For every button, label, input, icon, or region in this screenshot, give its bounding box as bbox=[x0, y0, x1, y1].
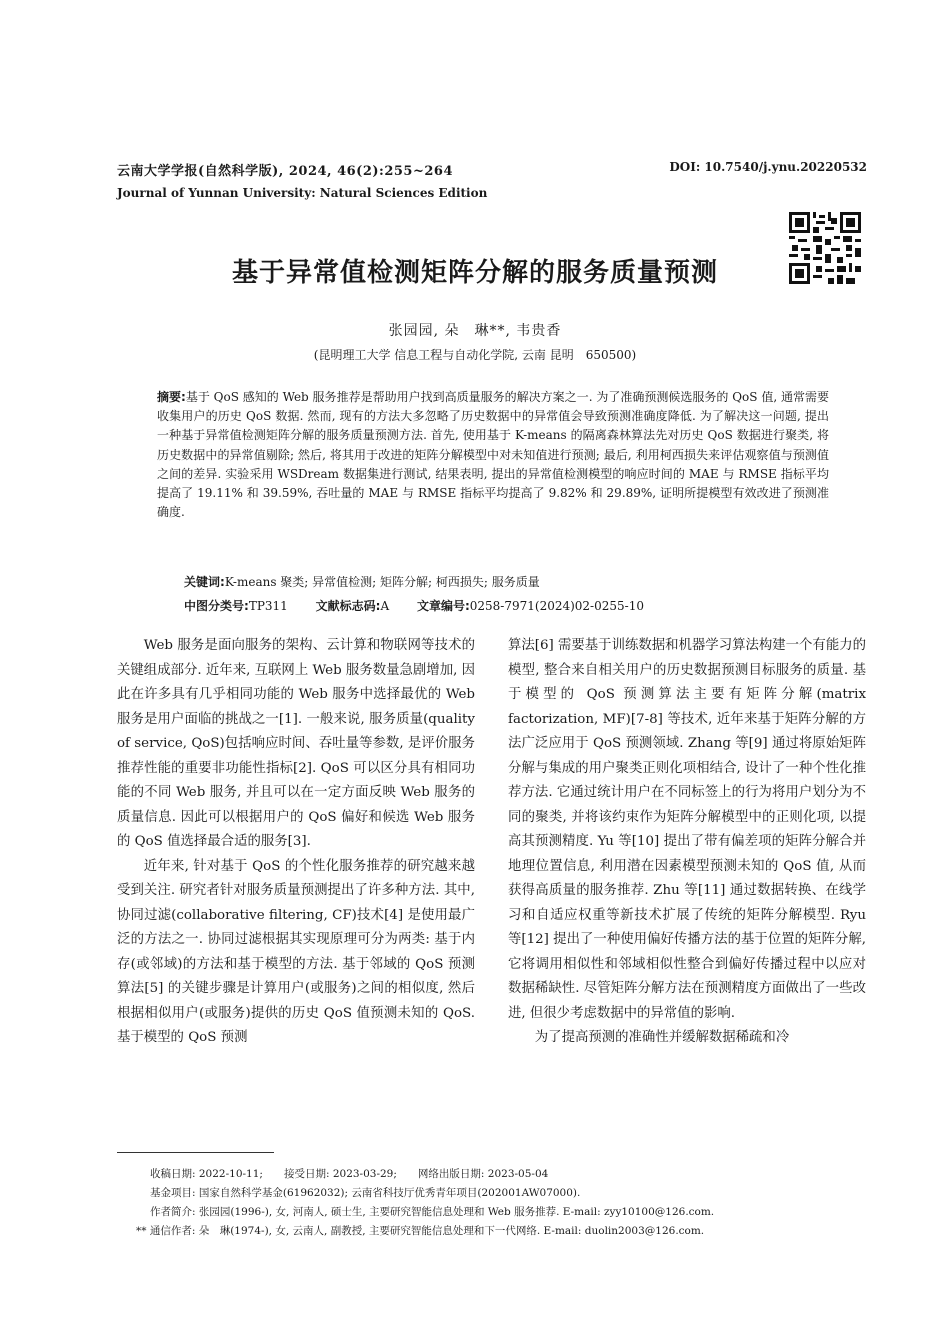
footnote-corresponding: ** 通信作者: 朵 琳(1974-), 女, 云南人, 副教授, 主要研究智能信息处理和下一代网络. E-mail: duolin2003@126.com. bbox=[136, 1225, 705, 1237]
body-paragraph: Web 服务是面向服务的架构、云计算和物联网等技术的关键组成部分. 近年来, 互联网上 Web 服务数量急剧增加, 因此在许多具有几乎相同功能的 Web 服务中选择最优的 Web 服务是用户面临的挑战之一[1]. 一般来说, 服务质量(quality of service, QoS)包括响应时间、吞吐量等参数, 是评价服务推荐性能的重要非功能性指标[2]. QoS 可以区分具有相同功能的不同 Web 服务, 并且可以在一定方面反映 Web 服务的质量信息. 因此可以根据用户的 QoS 偏好和候选 Web 服务的 QoS 值选择最合适的服务[3]. bbox=[117, 638, 475, 849]
doc-value: A bbox=[380, 599, 390, 613]
article-number bbox=[417, 599, 644, 613]
footnote-fund: 基金项目: 国家自然科学基金(61962032); 云南省科技厅优秀青年项目(202001AW07000). bbox=[150, 1187, 581, 1199]
classification-line bbox=[184, 597, 668, 614]
paper-title: 基于异常值检测矩阵分解的服务质量预测 bbox=[231, 258, 718, 288]
affiliation: (昆明理工大学 信息工程与自动化学院, 云南 昆明 650500) bbox=[313, 348, 637, 362]
footnote-divider bbox=[117, 1152, 274, 1153]
body-column-left bbox=[117, 634, 475, 1051]
keywords bbox=[184, 573, 540, 590]
document-code bbox=[316, 599, 389, 613]
keywords-label: 关键词: bbox=[184, 575, 225, 589]
abstract-text: 基于 QoS 感知的 Web 服务推荐是帮助用户找到高质量服务的解决方案之一. 为了准确预测候选服务的 QoS 值, 通常需要收集用户的历史 QoS 数据. 然而, 现有的方法大多忽略了历史数据中的异常值会导致预测准确度降低. 为了解决这一问题, 提出一种基于异常值检测矩阵分解的服务质量预测方法. 首先, 使用基于 K-means 的隔离森林算法先对历史 QoS 数据进行聚类, 将历史数据中的异常值剔除; 然后, 将其用于改进的矩阵分解模型中对未知值进行预测; 最后, 利用柯西损失来评估观察值与预测值之间的差异. 实验采用 WSDream 数据集进行测试, 结果表明, 提出的异常值检测模型的响应时间的 MAE 与 RMSE 指标平均提高了 19.11% 和 39.59%, 吞吐量的 MAE 与 RMSE 指标平均提高了 9.82% 和 29.89%, 证明所提模型有效改进了预测准确度. bbox=[157, 390, 829, 520]
body-column-right bbox=[508, 634, 866, 1051]
keywords-text: K-means 聚类; 异常值检测; 矩阵分解; 柯西损失; 服务质量 bbox=[224, 575, 540, 589]
doi: DOI: 10.7540/j.ynu.20220532 bbox=[669, 160, 867, 174]
footnote-author: 作者简介: 张园园(1996-), 女, 河南人, 硕士生, 主要研究智能信息处理和 Web 服务推荐. E-mail: zyy10100@126.com. bbox=[150, 1206, 715, 1218]
clc-value: TP311 bbox=[248, 599, 288, 613]
clc-label: 中图分类号: bbox=[184, 599, 249, 613]
clc-number bbox=[184, 599, 288, 613]
journal-name-en: Journal of Yunnan University: Natural Sciences Edition bbox=[117, 186, 488, 200]
abstract bbox=[157, 388, 829, 522]
body-paragraph: 近年来, 针对基于 QoS 的个性化服务推荐的研究越来越受到关注. 研究者针对服务质量预测提出了许多种方法. 其中, 协同过滤(collaborative filtering, CF)技术[4] 是使用最广泛的方法之一. 协同过滤根据其实现原理可分为两类: 基于内存(或邻域)的方法和基于模型的方法. 基于邻域的 QoS 预测算法[5] 的关键步骤是计算用户(或服务)之间的相似度, 然后根据相似用户(或服务)提供的历史 QoS 值预测未知的 QoS. 基于模型的 QoS 预测 bbox=[117, 858, 475, 1045]
article-label: 文章编号: bbox=[416, 599, 470, 613]
journal-citation-cn: 云南大学学报(自然科学版), 2024, 46(2):255~264 bbox=[117, 164, 453, 179]
footnote-dates: 收稿日期: 2022-10-11; 接受日期: 2023-03-29; 网络出版日期: 2023-05-04 bbox=[150, 1168, 549, 1180]
doc-label: 文献标志码: bbox=[315, 599, 381, 613]
body-paragraph: 为了提高预测的准确性并缓解数据稀疏和冷 bbox=[534, 1030, 790, 1045]
footnotes bbox=[136, 1165, 870, 1241]
body-paragraph: 算法[6] 需要基于训练数据和机器学习算法构建一个有能力的模型, 整合来自相关用户的历史数据预测目标服务的质量. 基于模型的 QoS 预测算法主要有矩阵分解(matrix factorization, MF)[7-8] 等技术, 近年来基于矩阵分解的方法广泛应用于 QoS 预测领域. Zhang 等[9] 通过将原始矩阵分解与集成的用户聚类正则化项相结合, 设计了一种个性化推荐方法. 它通过统计用户在不同标签上的行为将用户划分为不同的聚类, 并将该约束作为矩阵分解模型中的正则化项, 以提高其预测精度. Yu 等[10] 提出了带有偏差项的矩阵分解合并地理位置信息, 利用潜在因素模型预测未知的 QoS 值, 从而获得高质量的服务推荐. Zhu 等[11] 通过数据转换、在线学习和自适应权重等新技术扩展了传统的矩阵分解模型. Ryu 等[12] 提出了一种使用偏好传播方法的基于位置的矩阵分解, 它将调用相似性和邻域相似性整合到偏好传播过程中以应对数据稀缺性. 尽管矩阵分解方法在预测精度方面做出了一些改进, 但很少考虑数据中的异常值的影响. bbox=[508, 638, 866, 1021]
authors: 张园园, 朵 琳**, 韦贵香 bbox=[388, 323, 562, 339]
abstract-label: 摘要: bbox=[157, 390, 186, 404]
article-value: 0258-7971(2024)02-0255-10 bbox=[469, 599, 644, 613]
